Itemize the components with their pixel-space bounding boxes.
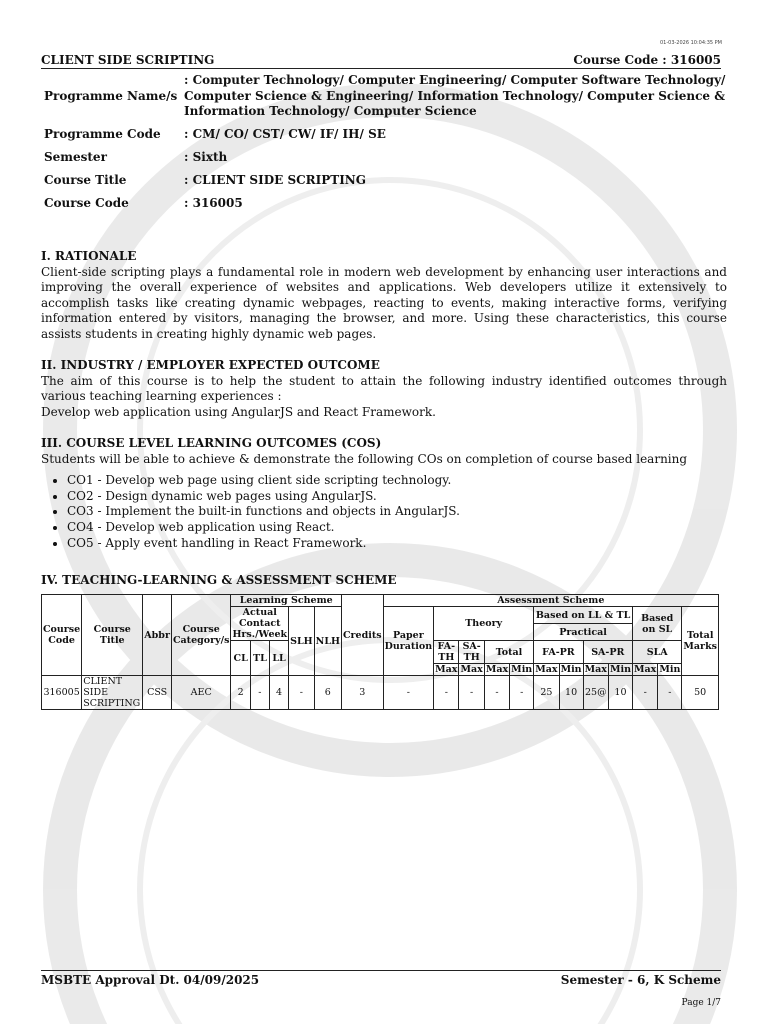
table-cell: 10 xyxy=(608,676,632,710)
course-outcomes-section xyxy=(41,436,727,551)
industry-heading: II. INDUSTRY / EMPLOYER EXPECTED OUTCOME xyxy=(41,358,380,372)
th-max: Max xyxy=(584,664,607,675)
header-course-code: Course Code : 316005 xyxy=(573,53,721,67)
table-cell: 25@ xyxy=(583,676,608,710)
industry-outcome-section xyxy=(41,358,727,420)
th-based-sl: Based on SL xyxy=(633,607,682,641)
info-value: : 316005 xyxy=(184,196,243,210)
page-footer xyxy=(41,970,721,987)
th-assessment-scheme: Assessment Scheme xyxy=(383,595,718,607)
table-cell: AEC xyxy=(171,676,230,710)
scheme-heading: IV. TEACHING-LEARNING & ASSESSMENT SCHEME xyxy=(41,573,397,587)
th-max: Max xyxy=(460,664,483,675)
table-cell: - xyxy=(289,676,315,710)
table-cell: 3 xyxy=(341,676,383,710)
info-row xyxy=(41,196,726,212)
th-paper-duration: Paper Duration xyxy=(383,607,434,676)
info-value: : CLIENT SIDE SCRIPTING xyxy=(184,173,367,187)
th-fa-th: FA-TH xyxy=(434,641,459,664)
th-max: Max xyxy=(485,664,509,675)
info-label: Programme Name/s xyxy=(44,89,178,103)
table-cell: 2 xyxy=(231,676,250,710)
info-label: Course Title xyxy=(44,173,127,187)
info-label: Course Code xyxy=(44,196,129,210)
th-theory: Theory xyxy=(434,607,534,641)
th-min: Min xyxy=(609,664,631,675)
th-sla: SLA xyxy=(633,641,682,664)
cos-list xyxy=(41,473,727,551)
th-min: Min xyxy=(659,664,681,675)
table-cell: - xyxy=(484,676,509,710)
table-cell: 4 xyxy=(269,676,288,710)
th-ll: LL xyxy=(269,641,288,676)
programme-info xyxy=(41,73,726,219)
info-value: : Sixth xyxy=(184,150,228,164)
table-cell: 316005 xyxy=(42,676,82,710)
footer-semester: Semester - 6, K Scheme xyxy=(560,973,721,987)
th-course-title: Course Title xyxy=(82,595,143,676)
info-row xyxy=(41,150,726,166)
scheme-section xyxy=(41,573,727,589)
page-number: Page 1/7 xyxy=(681,998,721,1008)
table-cell: - xyxy=(633,676,658,710)
rationale-text: Client-side scripting plays a fundamental role in modern web development by enhancing user interactions and improving the overall experience of websites and applications. Web developers utilize it extensively to accomplish tasks like creating dynamic webpages, reacting to events, making interactive forms, verifying information entered by visitors, managing the browser, and more. Using these characteristics, this course assists students in creating highly dynamic web pages. xyxy=(41,264,727,341)
info-label: Semester xyxy=(44,150,107,164)
th-total: Total xyxy=(484,641,533,664)
th-tl: TL xyxy=(250,641,269,676)
th-category: Course Category/s xyxy=(171,595,230,676)
th-fa-pr: FA-PR xyxy=(534,641,583,664)
industry-outcome: Develop web application using AngularJS and React Framework. xyxy=(41,404,436,419)
th-practical: Practical xyxy=(534,624,633,641)
table-cell: CSS xyxy=(143,676,172,710)
th-contact-hours: Actual Contact Hrs./Week xyxy=(232,607,288,640)
info-label: Programme Code xyxy=(44,127,161,141)
th-total-marks: Total Marks xyxy=(682,607,719,676)
page-header xyxy=(41,51,721,69)
table-cell: - xyxy=(383,676,434,710)
th-based-ll-tl: Based on LL & TL xyxy=(534,607,633,624)
rationale-heading: I. RATIONALE xyxy=(41,249,137,263)
header-course-title: CLIENT SIDE SCRIPTING xyxy=(41,53,215,67)
list-item: • CO5 - Apply event handling in React Framework. xyxy=(67,536,727,552)
th-abbr: Abbr xyxy=(143,595,172,676)
teaching-assessment-table xyxy=(41,594,719,710)
info-row xyxy=(41,127,726,143)
cos-intro: Students will be able to achieve & demonstrate the following COs on completion of course based learning xyxy=(41,451,688,466)
rationale-section xyxy=(41,249,727,343)
industry-text: The aim of this course is to help the student to attain the following industry identified outcomes through various teaching learning experiences : xyxy=(41,373,727,404)
table-cell: 6 xyxy=(314,676,341,710)
th-credits: Credits xyxy=(341,595,383,676)
list-item: • CO3 - Implement the built-in functions and objects in AngularJS. xyxy=(67,504,727,520)
list-item: • CO1 - Develop web page using client side scripting technology. xyxy=(67,473,727,489)
table-row xyxy=(42,676,719,710)
th-nlh: NLH xyxy=(314,607,341,676)
list-item: • CO2 - Design dynamic web pages using AngularJS. xyxy=(67,489,727,505)
th-max: Max xyxy=(634,664,657,675)
cos-heading: III. COURSE LEVEL LEARNING OUTCOMES (COS) xyxy=(41,436,382,450)
th-min: Min xyxy=(511,664,533,675)
th-sa-th: SA-TH xyxy=(459,641,484,664)
table-cell: 50 xyxy=(682,676,719,710)
th-learning-scheme: Learning Scheme xyxy=(231,595,342,607)
table-cell: - xyxy=(434,676,459,710)
table-cell: - xyxy=(459,676,484,710)
list-item: • CO4 - Develop web application using React. xyxy=(67,520,727,536)
table-cell: CLIENT SIDE SCRIPTING xyxy=(82,676,143,710)
th-slh: SLH xyxy=(289,607,315,676)
info-value: : Computer Technology/ Computer Engineering/ Computer Software Technology/ Computer Science & Engineering/ Information Technology/ Computer Science & Information Technology/ Computer Science xyxy=(184,73,726,118)
info-row xyxy=(41,73,726,120)
table-cell: - xyxy=(510,676,534,710)
th-max: Max xyxy=(535,664,558,675)
info-row xyxy=(41,173,726,189)
th-sa-pr: SA-PR xyxy=(583,641,632,664)
print-timestamp: 01-03-2026 10:04:35 PM xyxy=(659,40,722,46)
table-cell: - xyxy=(658,676,682,710)
th-cl: CL xyxy=(231,641,250,676)
table-cell: - xyxy=(250,676,269,710)
th-course-code: Course Code xyxy=(42,595,82,676)
footer-approval: MSBTE Approval Dt. 04/09/2025 xyxy=(41,973,260,987)
info-value: : CM/ CO/ CST/ CW/ IF/ IH/ SE xyxy=(184,127,386,141)
table-cell: 10 xyxy=(559,676,583,710)
table-cell: 25 xyxy=(534,676,559,710)
th-max: Max xyxy=(435,664,458,675)
th-min: Min xyxy=(560,664,582,675)
